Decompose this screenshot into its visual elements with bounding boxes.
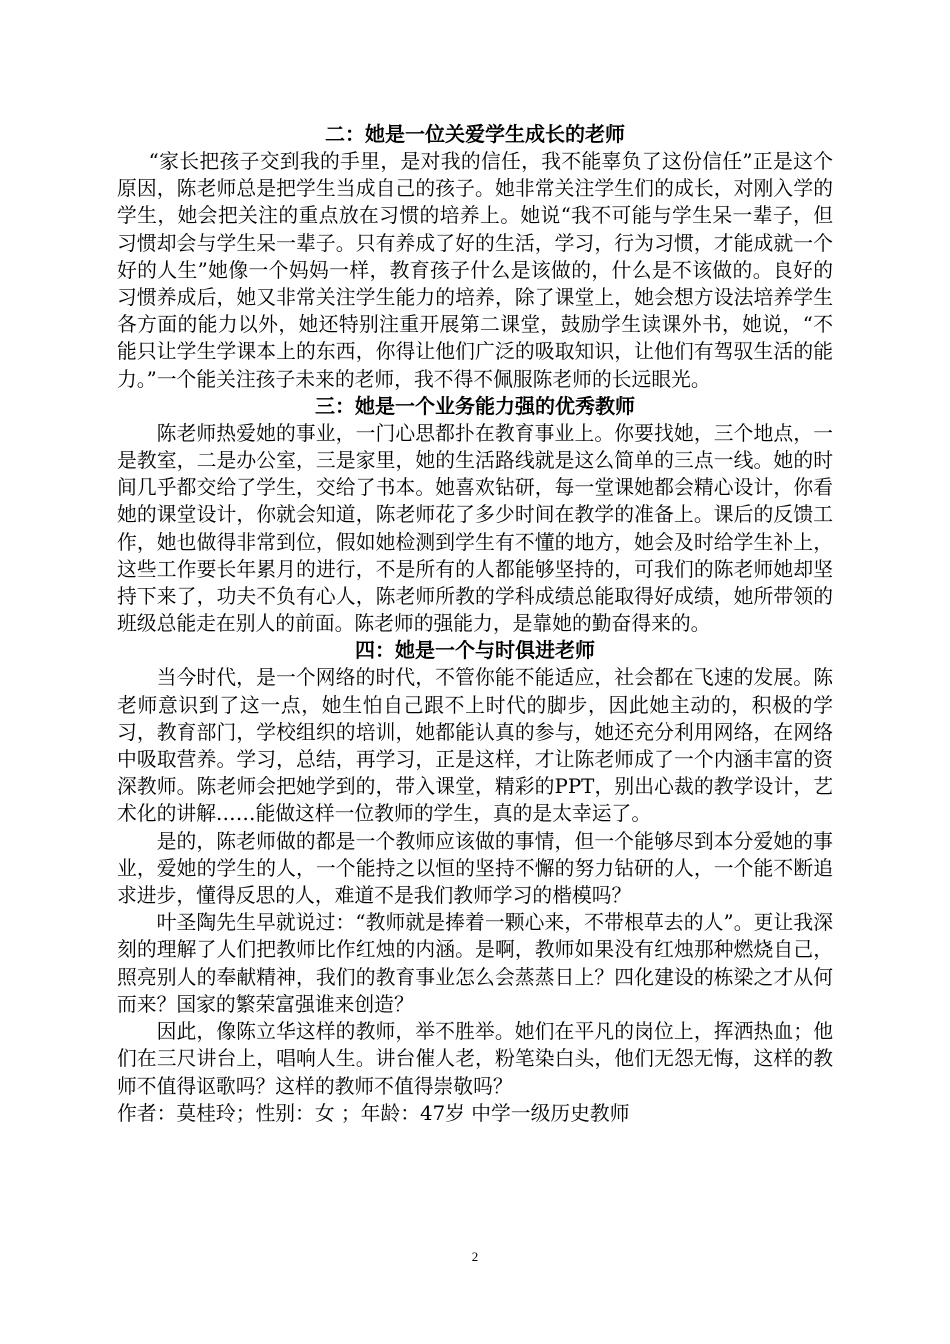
document-body bbox=[117, 121, 833, 1127]
author-byline: 作者：莫桂玲；性别：女 ；年龄：47岁 中学一级历史教师 bbox=[117, 1101, 630, 1125]
section-professional-ability bbox=[117, 393, 833, 638]
section-care-for-students bbox=[117, 121, 833, 393]
section-heading: 四：她是一个与时俱进老师 bbox=[355, 638, 595, 663]
page-number: 2 bbox=[471, 1249, 479, 1264]
section-heading: 二：她是一位关爱学生成长的老师 bbox=[325, 122, 625, 146]
paragraph: 因此，像陈立华这样的教师，举不胜举。她们在平凡的岗位上，挥洒热血；他们在三尺讲台上，唱响人生。讲台催人老，粉笔染白头，他们无怨无悔，这样的教师不值得讴歌吗？这样的教师不值得崇敬吗？ bbox=[117, 1020, 833, 1098]
paragraph: 陈老师热爱她的事业，一门心思都扑在教育事业上。你要找她，三个地点，一是教室，二是办公室，三是家里，她的生活路线就是这么简单的三点一线。她的时间几乎都交给了学生，交给了书本。她喜欢钻研，每一堂课她都会精心设计，你看她的课堂设计，你就会知道，陈老师花了多少时间在教学的准备上。课后的反馈工作，她也做得非常到位，假如她检测到学生有不懂的地方，她会及时给学生补上，这些工作要长年累月的进行，不是所有的人都能够坚持的，可我们的陈老师她却坚持下来了，功夫不负有心人，陈老师所教的学科成绩总能取得好成绩，她所带领的班级总能走在别人的前面。陈老师的强能力，是靠她的勤奋得来的。 bbox=[117, 421, 833, 636]
paragraph: “家长把孩子交到我的手里，是对我的信任，我不能辜负了这份信任”正是这个原因，陈老师总是把学生当成自己的孩子。她非常关注学生们的成长，对刚入学的学生，她会把关注的重点放在习惯的培养上。她说“我不可能与学生呆一辈子，但习惯却会与学生呆一辈子。只有养成了好的生活，学习，行为习惯，才能成就一个好的人生”她像一个妈妈一样，教育孩子什么是该做的，什么是不该做的。良好的习惯养成后，她又非常关注学生能力的培养，除了课堂上，她会想方设法培养学生各方面的能力以外，她还特别注重开展第二课堂，鼓励学生读课外书，她说，“不能只让学生学课本上的东西，你得让他们广泛的吸取知识，让他们有驾驭生活的能力。”一个能关注孩子未来的老师，我不得不佩服陈老师的长远眼光。 bbox=[117, 150, 833, 391]
section-keeping-pace bbox=[117, 637, 833, 1099]
section-heading: 三：她是一个业务能力强的优秀教师 bbox=[315, 393, 635, 418]
paragraph: 是的，陈老师做的都是一个教师应该做的事情，但一个能够尽到本分爱她的事业，爱她的学生的人，一个能持之以恒的坚持不懈的努力钻研的人，一个能不断追求进步，懂得反思的人，难道不是我们教师学习的楷模吗？ bbox=[117, 829, 833, 908]
paragraph: 叶圣陶先生早就说过：“教师就是捧着一颗心来，不带根草去的人”。更让我深刻的理解了人们把教师比作红烛的内涵。是啊，教师如果没有红烛那种燃烧自己，照亮别人的奉献精神，我们的教育事业怎么会蒸蒸日上？四化建设的栋梁之才从何而来？国家的繁荣富强谁来创造？ bbox=[117, 911, 833, 1016]
paragraph: 当今时代，是一个网络的时代，不管你能不能适应，社会都在飞速的发展。陈老师意识到了这一点，她生怕自己跟不上时代的脚步，因此她主动的，积极的学习，教育部门，学校组织的培训，她都能认真的参与，她还充分利用网络，在网络中吸取营养。学习，总结，再学习，正是这样，才让陈老师成了一个内涵丰富的资深教师。陈老师会把她学到的，带入课堂，精彩的PPT，别出心裁的教学设计，艺术化的讲解……能做这样一位教师的学生，真的是太幸运了。 bbox=[117, 666, 833, 826]
